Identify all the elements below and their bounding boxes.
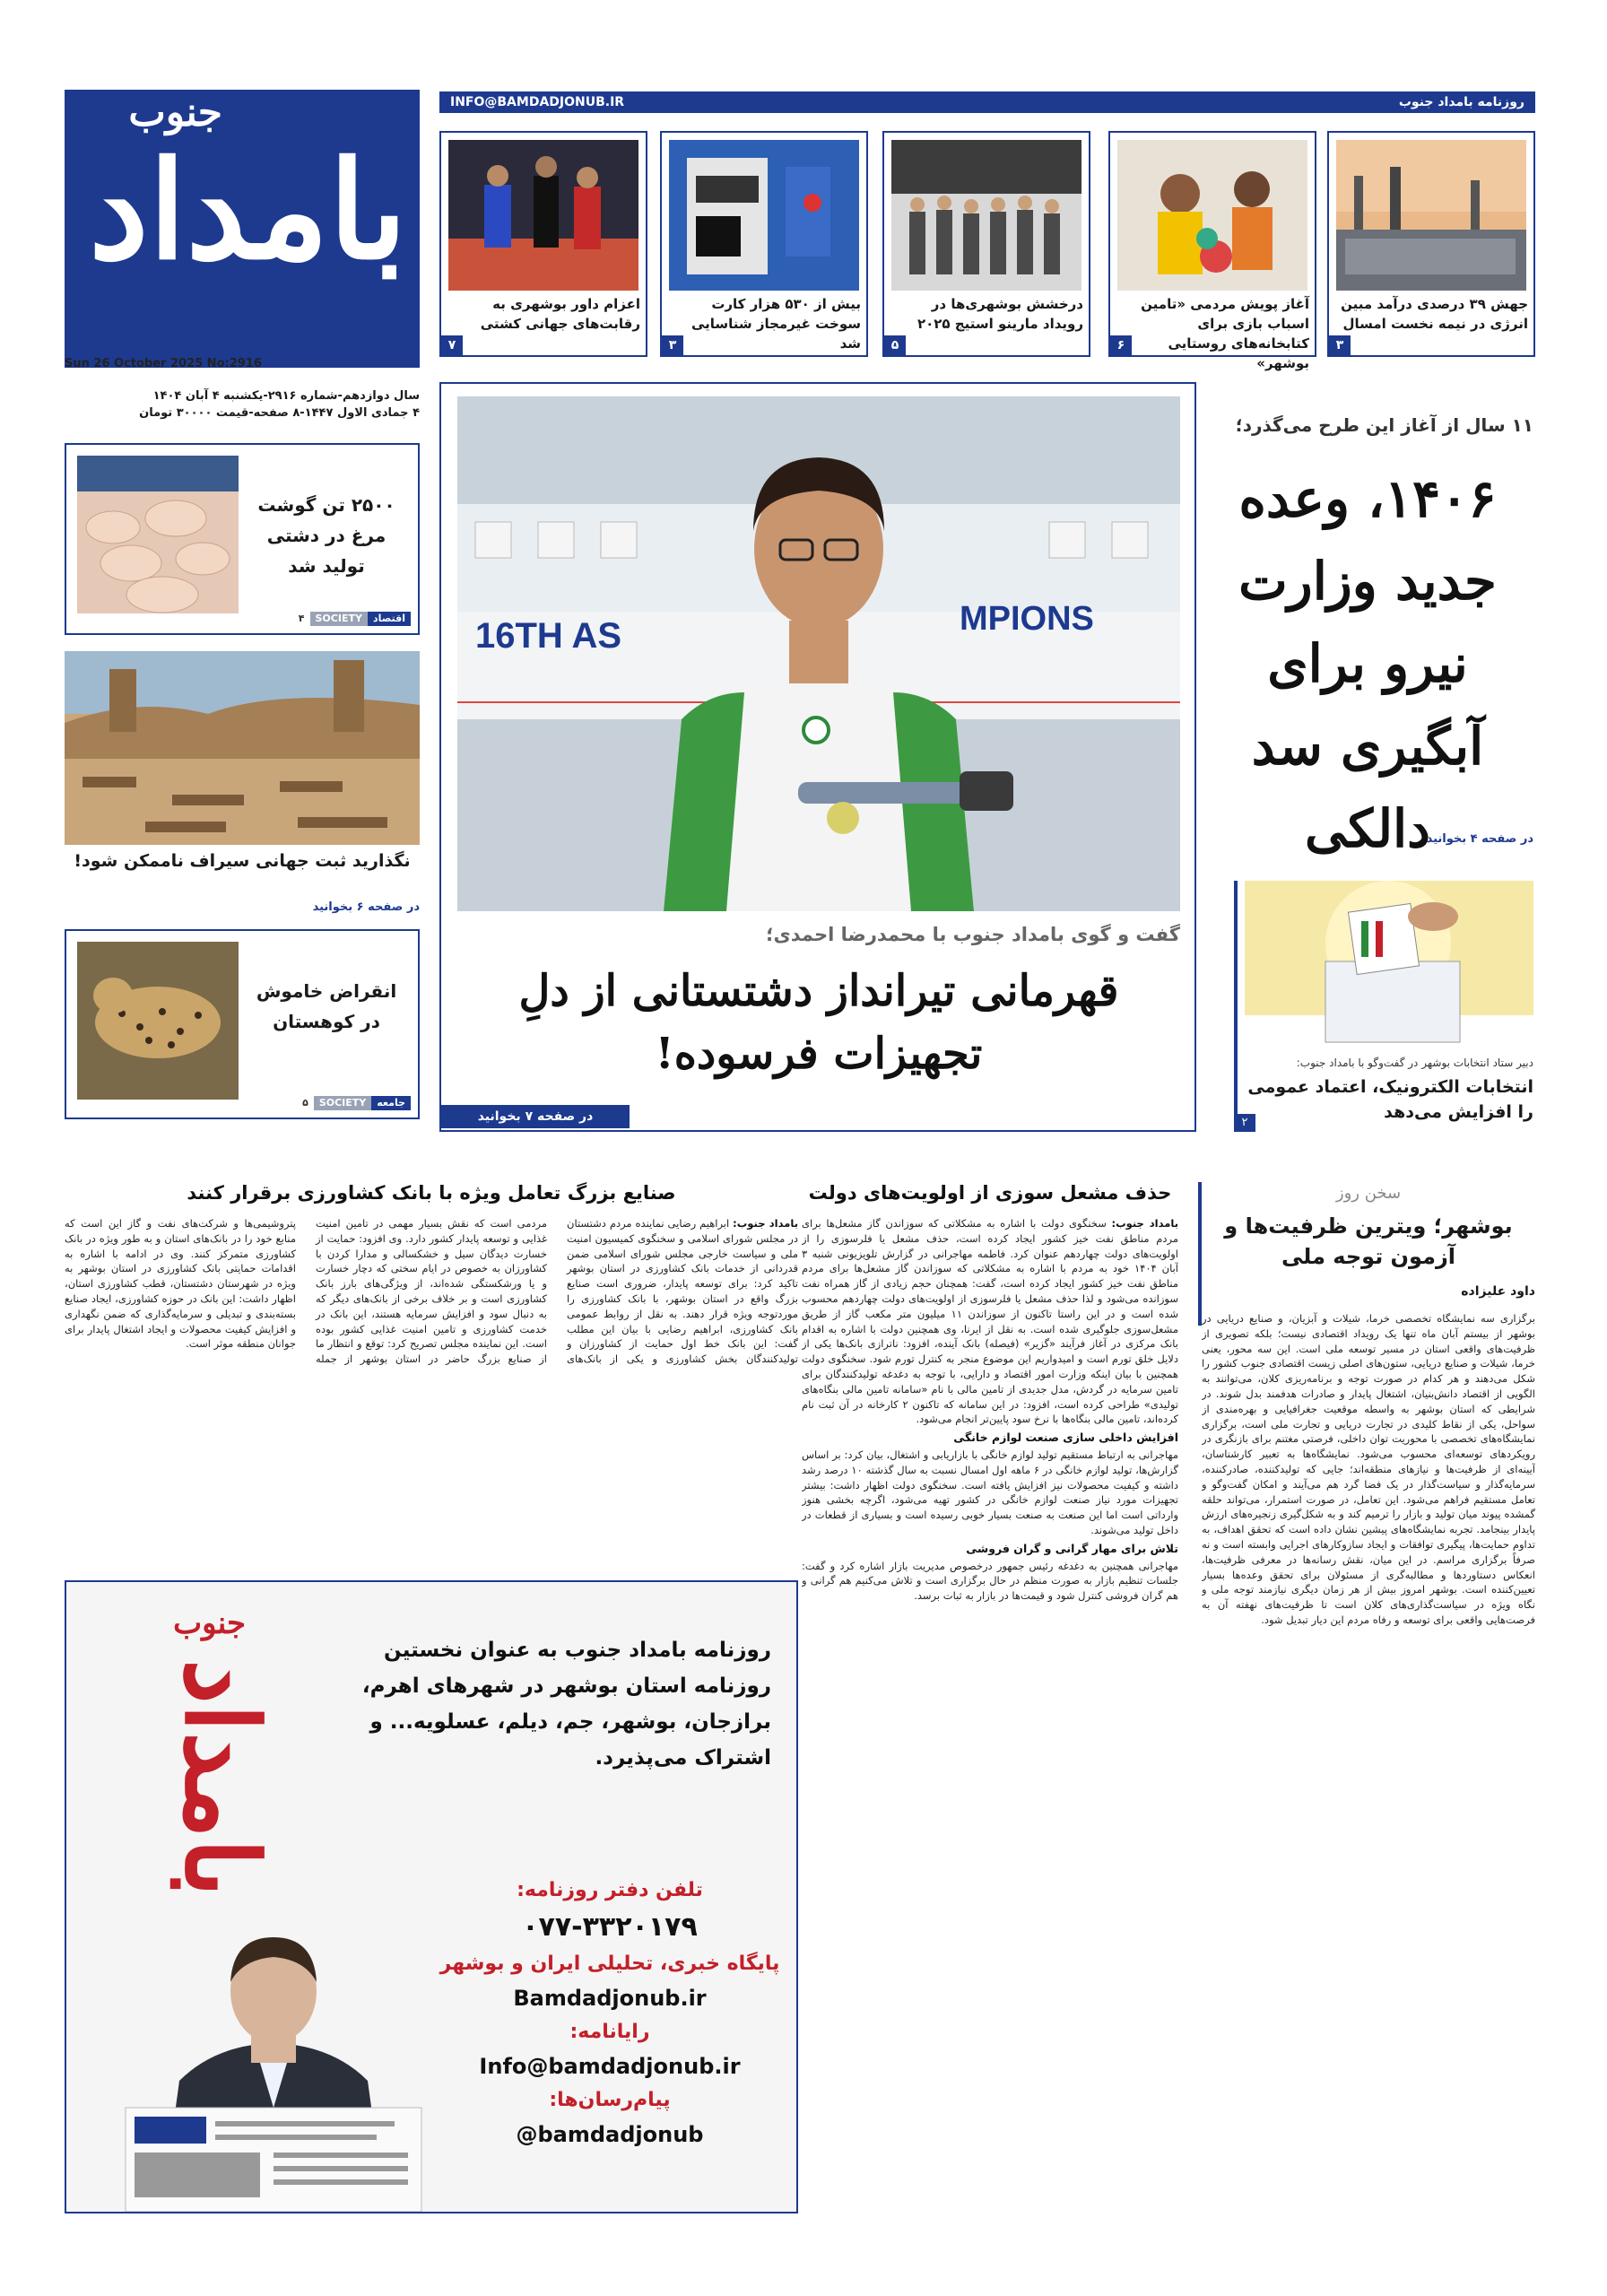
ad-phone-label: تلفن دفتر روزنامه: xyxy=(517,1879,703,1901)
box-chicken[interactable] xyxy=(65,443,420,635)
teaser-image-fuel-pump xyxy=(669,140,859,291)
industry-article-text: ابراهیم رضایی نماینده مردم دشتستان در مجلس شورای اسلامی و سخنگوی کمیسیون امنیت ملی و سیاست خارجی مجلس شورای اسلامی ضمن قدردانی از خدمات بانک کشاورزی در استان بوشهر تاکید کرد: برای توسعه پایدار، ضروری است صنایع بزرگ واقع در استان بوشهر، با بانک کشاورزی را موردتوجه ویژه قرار دهند. به نقل از روابط عمومی بانک کشاورزی، ابراهیم رضایی با بیان این مطلب گفت: این بانک خط اول حمایت از کشاورزان و تولیدکنندگان بخش کشاورزی و یکی از بانک‌های مردمی است که نقش بسیار مهمی در تامین امنیت غذایی و توسعه پایدار کشور دارد. وی افزود: حمایت از خسارت دیدگان سیل و خشکسالی و مدارا کردن با کشاورزان به خصوص در ایام سختی که دچار خسارت و یا ورشکستگی شده‌اند، از ویژگی‌های بارز بانک کشاورزی است و بر خلاف برخی از بانک‌های دیگر که به دنبال سود و افزایش سرمایه هستند، این بانک در خدمت کشاورزی و تامین امنیت غذایی کشور بوده است. این نماینده مجلس تصریح کرد: توقع و انتظار ما از صنایع بزرگ حاضر در استان بوشهر از جمله پتروشیمی‌ها و شرکت‌های نفت و گاز این است که منابع خود را در بانک‌های استان و به طور ویژه در بانک کشاورزی متمرکز کنند. وی در ادامه با اشاره به اقدامات حمایتی بانک کشاورزی در استان بوشهر به ویژه در شهرستان دشتستان، قطب کشاورزی استان، اظهار داشت: این بانک در حوزه کشاورزی، ایجاد صنایع بسته‌بندی و تبدیلی و سرمایه‌گذاری که ضمن نگهداری و افزایش کیفیت محصولات و ایجاد اشتغال پایدار برای جوانان منطقه موثر است. xyxy=(65,1217,798,1366)
ad-site[interactable]: Bamdadjonub.ir xyxy=(513,1986,707,2011)
teaser-caption: جهش ۳۹ درصدی درآمد مبین انرژی در نیمه نخست امسال xyxy=(1341,296,1528,332)
gas-article-text: سخنگوی دولت با اشاره به مشکلاتی که سوزاندن گاز مشعل‌ها برای مردم مناطق نفت خیز کشور ایجاد کرده است، حذف مشعل یا فلرسوزی را از اولویت‌های دولت چهاردهم عنوان کرد. فاطمه مهاجرانی در گزارش تلویزیونی شنبه ۳ آبان ۱۴۰۴ خود به مردم با اشاره به مشکلاتی که سوزاندن گاز مشعل‌ها برای مردم مناطق نفت خیز کشور ایجاد کرده است، گفت: همچنان حجم زیادی از گاز همراه نفت سوزانده می‌شود و لذا حذف مشعل یا فلرسوزی از اولویت‌های دولت چهاردهم محسوب شده است و در این راستا تاکنون از سوزاندن ۱۱ میلیون متر مکعب گاز از طریق مشعل‌سوزی جلوگیری شده است. به نقل از ایرنا، وی همچنین دولت با اشاره به اقدام بانک مرکزی در آغاز فرآیند «گزیر» (فیصله) بانک آینده، افزود: ناترازی بانک‌ها یکی از دلایل خلق تورم است و امیدواریم این موضوع منجر به کنترل تورم شود. سخنگوی دولت همچنین با بیان اینکه وزارت امور اقتصاد و دارایی، با توجه به دغدغه تولیدکنندگان برای تامین سرمایه در گردش، مدل جدیدی از تامین مالی با نام «سامانه تامین مالی بنگاه‌های تولیدی» طراحی کرده است، افزود: در این سامانه که تاکنون ۲ کارخانه در آن ثبت نام کرده‌اند، تامین مالی بنگاه‌ها با نرخ سود پایین‌تر انجام می‌شود. xyxy=(802,1217,1178,1426)
ad-text: روزنامه بامداد جنوب به عنوان نخستین روزنامه استان بوشهر در شهرهای اهرم، برازجان، بوشهر، جم، دیلم، عسلویه... و اشتراک می‌پذیرد. xyxy=(361,1639,771,1770)
top-email[interactable]: INFO@BAMDADJONUB.IR xyxy=(450,95,625,109)
teaser-page-number: ۵ xyxy=(884,335,906,355)
ad-messenger[interactable]: @bamdadjonub xyxy=(516,2122,704,2147)
chicken-tags xyxy=(293,612,411,626)
ad-phone[interactable]: ۰۷۷-۳۳۲۰۱۷۹ xyxy=(522,1911,698,1943)
opinion-author: داود علیزاده xyxy=(1461,1284,1535,1299)
logo-sub-text: جنوب xyxy=(128,90,222,135)
ad-reader-image xyxy=(108,1928,439,2212)
logo-main-text: بامداد xyxy=(88,132,407,290)
gas-article-text3: مهاجرانی همچنین به دغدغه رئیس جمهور درخصوص مدیریت بازار اشاره کرد و گفت: جلسات تنظیم بازار به صورت منظم در حال برگزاری است و تلاش می‌کنیم هم گرانی و هم گران فروشی کنترل شود و قیمت‌ها در بازار به ثبات برسد. xyxy=(802,1559,1178,1603)
teaser-fuel-cards[interactable] xyxy=(660,131,868,357)
teaser-caption: درخشش بوشهری‌ها در رویداد مارینو استیج ۲۰۲۵ xyxy=(916,296,1083,332)
teaser-caption: اعزام داور بوشهری به رقابت‌های جهانی کشتی xyxy=(480,296,640,332)
teaser-toys[interactable] xyxy=(1108,131,1316,371)
gas-article-body xyxy=(802,1216,1178,2212)
ad-email[interactable]: Info@bamdadjonub.ir xyxy=(479,2054,741,2079)
date-fa xyxy=(65,387,420,422)
gas-article-sub1: افزایش داخلی سازی صنعت لوازم خانگی xyxy=(953,1431,1178,1445)
tag-page: ۴ xyxy=(298,613,305,624)
ad-contacts xyxy=(430,1874,789,2152)
ad-site-label: پایگاه خبری، تحلیلی ایران و بوشهر xyxy=(439,1952,780,1975)
teaser-caption: آغاز پویش مردمی «تامین اسباب بازی برای کتابخانه‌های روستایی بوشهر» xyxy=(1141,296,1309,371)
top-paper-name: روزنامه بامداد جنوب xyxy=(1398,95,1524,109)
box-cheetah[interactable] xyxy=(65,929,420,1119)
opinion-body xyxy=(1202,1311,1535,2213)
teaser-page-number: ۳ xyxy=(662,335,683,355)
election-page-number: ۲ xyxy=(1234,1114,1255,1132)
ad-email-label: رایانامه: xyxy=(569,2021,650,2043)
tag-society-fa: جامعه xyxy=(371,1096,411,1110)
headline-page-ref[interactable]: در صفحه ۴ بخوانید xyxy=(1426,832,1533,846)
dateline xyxy=(65,357,420,370)
svg-text:MPIONS: MPIONS xyxy=(960,600,1094,638)
ad-msg-label: پیام‌رسان‌ها: xyxy=(549,2089,671,2111)
siraf-caption[interactable]: نگذارید ثبت جهانی سیراف ناممکن شود! xyxy=(74,851,411,871)
teaser-image-group-photo xyxy=(891,140,1081,291)
cheetah-tags xyxy=(297,1096,411,1110)
ad-logo-sub: جنوب xyxy=(173,1605,246,1641)
center-title[interactable]: قهرمانی تیرانداز دشتستانی از دلِ تجهیزات فرسوده! xyxy=(518,966,1119,1079)
center-page-ref[interactable]: در صفحه ۷ بخوانید xyxy=(441,1105,630,1128)
tag-society: SOCIETY xyxy=(314,1096,371,1110)
teaser-marino[interactable] xyxy=(882,131,1090,357)
siraf-image xyxy=(65,651,420,845)
date-fa-line2: ۴ جمادی الاول ۱۴۴۷-۸ صفحه-قیمت ۳۰۰۰۰ تومان xyxy=(139,406,420,420)
tag-economy: اقتصاد xyxy=(368,612,411,626)
industry-article-lead: بامداد جنوب: xyxy=(733,1217,798,1230)
tag-society: SOCIETY xyxy=(310,612,368,626)
election-illustration xyxy=(1245,881,1533,1051)
cheetah-text: انقراض خاموش در کوهستان xyxy=(256,980,397,1032)
teaser-energy[interactable] xyxy=(1327,131,1535,357)
gas-article-title[interactable]: حذف مشعل سوزی از اولویت‌های دولت xyxy=(808,1182,1172,1204)
tag-page: ۵ xyxy=(302,1097,308,1109)
siraf-page-ref[interactable]: در صفحه ۶ بخوانید xyxy=(312,900,420,914)
center-kicker: گفت و گوی بامداد جنوب با محمدرضا احمدی؛ xyxy=(766,924,1180,945)
svg-text:16TH AS: 16TH AS xyxy=(475,616,622,656)
teaser-page-number: ۶ xyxy=(1110,335,1132,355)
gas-article-text2: مهاجرانی به ارتباط مستقیم تولید لوازم خانگی با بازاریابی و اشتغال، بیان کرد: بر اساس گزارش‌ها، تولید لوازم خانگی در ۶ ماهه اول امسال نسبت به سال گذشته ۱۰ درصد رشد داشته و کیفیت محصولات نیز افزایش یافته است. سخنگوی دولت اظهار داشت: بیشتر تجهیزات مورد نیاز صنعت لوازم خانگی در کشور تهیه می‌شود، اگرچه بخشی هنوز وارداتی است اما این صنعت به صنعت بسیار خوبی رسیده است و بسیاری از قطعات در داخل تولید می‌شوند. xyxy=(802,1448,1178,1536)
top-bar xyxy=(439,91,1535,113)
chicken-image xyxy=(77,456,239,613)
masthead-logo xyxy=(65,90,420,368)
ad-logo xyxy=(83,1605,280,1982)
teaser-caption: بیش از ۵۳۰ هزار کارت سوخت غیرمجاز شناسایی شد xyxy=(691,296,861,352)
election-box[interactable] xyxy=(1234,881,1533,1132)
teaser-page-number: ۳ xyxy=(1329,335,1351,355)
cheetah-image xyxy=(77,942,239,1100)
center-photo-shooter xyxy=(457,396,1180,911)
date-fa-line1: سال دوازدهم-شماره ۲۹۱۶-یکشنبه ۴ آبان ۱۴۰۴ xyxy=(152,389,420,403)
industry-article-title[interactable]: صنایع بزرگ تعامل ویژه با بانک کشاورزی برقرار کنند xyxy=(187,1182,676,1204)
election-caption-small: دبیر ستاد انتخابات بوشهر در گفت‌وگو با بامداد جنوب: xyxy=(1296,1057,1533,1069)
chicken-text: ۲۵۰۰ تن گوشت مرغ در دشتی تولید شد xyxy=(257,494,395,577)
ad-logo-main: بامداد xyxy=(162,1659,280,1898)
opinion-body-text: برگزاری سه نمایشگاه تخصصی خرما، شیلات و آبزیان، و صنایع دریایی در بوشهر از بیستم آبان ماه تنها یک رویداد اقتصادی نیست؛ بلکه تصویری از ظرفیت‌های واقعی استان در مسیر توسعه ملی است. این سه محور، یعنی خرما، شیلات و صنایع دریایی، ستون‌های اصلی زیست اقتصادی جنوب کشور را شکل می‌دهند و هر کدام در صورت توجه و برنامه‌ریزی کلان، می‌توانند به الگویی از اقتصاد دانش‌بنیان، اشتغال پایدار و صادرات هدفمند بدل شوند. در شرایطی که استان بوشهر به واسطه موقعیت جغرافیایی و بهره‌مندی از سواحل، یکی از نقاط کلیدی در تجارت دریایی و تجارت ملی است، برگزاری نمایشگاه‌های تخصصی با محوریت توان داخلی، فرصتی مغتنم برای بازنگری در رویکردهای توسعه‌ای محسوب می‌شود. نمایشگاه‌ها به تعبیر کارشناسان، آیینه‌ای از ظرفیت‌ها و نیازهای منطقه‌اند؛ جایی که تولیدکننده، صادرکننده، سرمایه‌گذار و سیاست‌گذار در یک فضا گرد هم می‌آیند و امکان گفت‌وگو و تعامل مستقیم فراهم می‌شود. این تعامل، در صورت استمرار، می‌تواند حلقه گمشده پیوند میان تولید و بازار را ترمیم کند و به شکل‌گیری زنجیره‌های ارزش پایدار بینجامد. تجربه نمایشگاه‌های پیشین نشان داده است که تحقق اهداف، به تداوم حمایت‌ها، پیگیری توافقات و ایجاد سازوکارهای اجرایی وابسته است و نه صرفاً برگزاری مراسم. در این میان، نقش رسانه‌ها در معرفی ظرفیت‌ها، انعکاس دستاوردها و مطالبه‌گری از مسئولان برای تحقق وعده‌ها بسیار تعیین‌کننده است. بوشهر امروز بیش از هر زمان دیگری نیازمند توجه ملی و نگاه ویژه در سیاست‌گذاری‌های کلان است تا ظرفیت‌های نهفته آن به فرصت‌هایی واقعی برای توسعه و رفاه مردم این دیار تبدیل شود. xyxy=(1202,1312,1535,1626)
opinion-label: سخن روز xyxy=(1335,1184,1402,1203)
teaser-image-children-toys xyxy=(1117,140,1307,291)
gas-article-lead: بامداد جنوب: xyxy=(1111,1217,1178,1230)
headline-kicker: ۱۱ سال از آغاز این طرح می‌گذرد؛ xyxy=(1235,414,1533,436)
teaser-image-power-plant xyxy=(1336,140,1526,291)
date-en: Sun 26 October 2025 No:2916 xyxy=(65,357,262,370)
teaser-image-wrestling xyxy=(448,140,638,291)
opinion-title[interactable]: بوشهر؛ ویترین ظرفیت‌ها و آزمون توجه ملی xyxy=(1224,1213,1513,1269)
industry-article-body xyxy=(65,1216,798,1566)
headline-title[interactable]: ۱۴۰۶، وعده جدید وزارت نیرو برای آبگیری سد دالکی xyxy=(1238,468,1497,859)
teaser-page-number: ۷ xyxy=(441,335,463,355)
gas-article-sub2: تلاش برای مهار گرانی و گران فروشی xyxy=(966,1541,1178,1555)
teaser-wrestling[interactable] xyxy=(439,131,647,357)
election-caption-main: انتخابات الکترونیک، اعتماد عمومی را افزایش می‌دهد xyxy=(1247,1077,1533,1122)
